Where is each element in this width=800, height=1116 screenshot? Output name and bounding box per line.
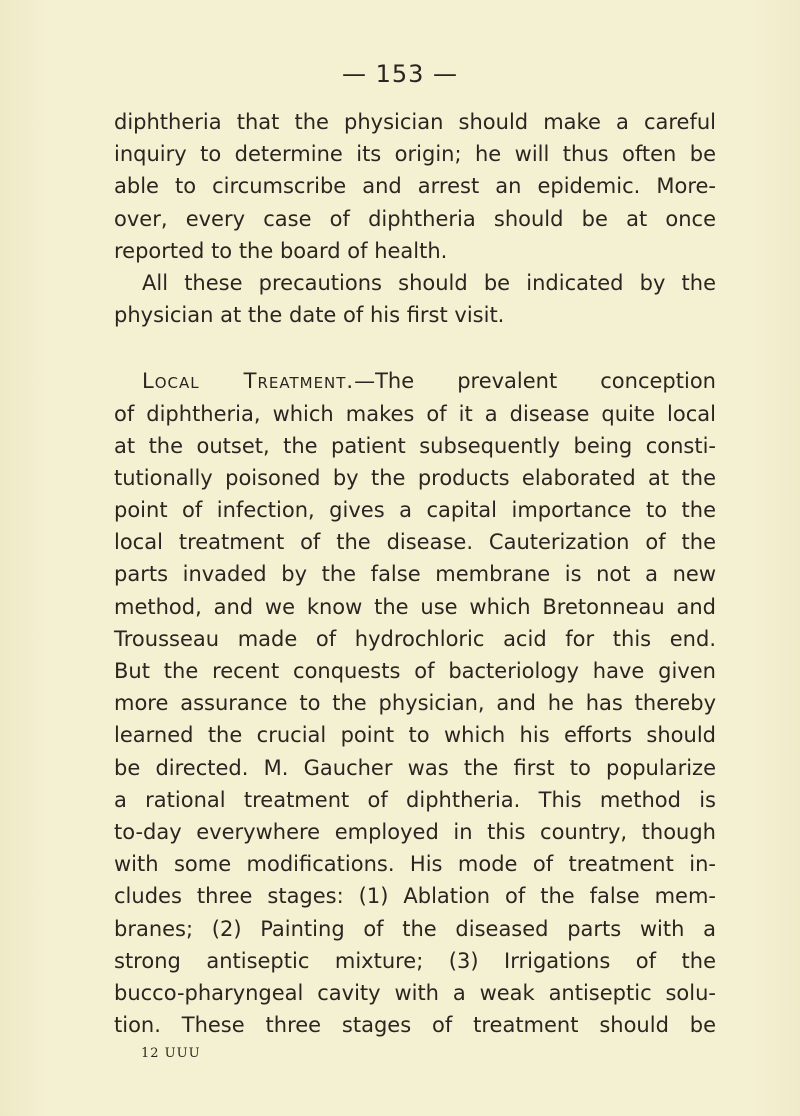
text-line: But the recent conquests of bacteriology have given bbox=[114, 659, 716, 683]
text-line: strong antiseptic mixture; (3) Irrigations of the bbox=[114, 948, 716, 973]
section-heading-rest: —The prevalent conception bbox=[354, 369, 716, 394]
text-line: Trousseau made of hydrochloric acid for this end. bbox=[114, 626, 716, 651]
text-line: point of infection, gives a capital importance to the bbox=[114, 498, 716, 523]
text-line: parts invaded by the false membrane is not a new bbox=[114, 562, 716, 587]
text-line: All these precautions should be indicated by the bbox=[142, 270, 716, 295]
printer-signature: 12 UUU bbox=[141, 1046, 201, 1061]
text-line: local treatment of the disease. Cauterization of the bbox=[114, 530, 716, 555]
text-line: bucco-pharyngeal cavity with a weak antiseptic solu- bbox=[114, 980, 716, 1005]
text-line: over, every case of diphtheria should be at once bbox=[114, 206, 716, 231]
page-number: — 153 — bbox=[341, 60, 459, 88]
text-line: branes; (2) Painting of the diseased parts with a bbox=[114, 916, 716, 941]
text-line: be directed. M. Gaucher was the first to popularize bbox=[114, 755, 716, 780]
paragraph-gap bbox=[114, 331, 716, 365]
text-line: tion. These three stages of treatment should be bbox=[114, 1013, 716, 1038]
text-line: of diphtheria, which makes of it a disease quite local bbox=[114, 401, 716, 426]
section-heading: Local Treatment. bbox=[142, 369, 355, 394]
text-line: reported to the board of health. bbox=[114, 238, 448, 263]
text-line: more assurance to the physician, and he has thereby bbox=[114, 691, 716, 716]
body-text bbox=[114, 106, 716, 1041]
text-line: a rational treatment of diphtheria. This method is bbox=[114, 787, 716, 812]
text-line: method, and we know the use which Bretonneau and bbox=[114, 594, 716, 619]
text-line: learned the crucial point to which his efforts should bbox=[114, 723, 716, 748]
text-line: diphtheria that the physician should make a careful bbox=[114, 110, 716, 134]
text-line: able to circumscribe and arrest an epidemic. More- bbox=[114, 174, 716, 199]
section-heading-line bbox=[114, 365, 716, 397]
text-line: inquiry to determine its origin; he will thus often be bbox=[114, 142, 716, 167]
text-line: tutionally poisoned by the products elaborated at the bbox=[114, 465, 716, 490]
text-line: physician at the date of his first visit. bbox=[114, 303, 505, 328]
text-line: with some modifications. His mode of treatment in- bbox=[114, 852, 716, 877]
text-line: to-day everywhere employed in this country, though bbox=[114, 819, 716, 844]
text-line: at the outset, the patient subsequently being consti- bbox=[114, 433, 716, 458]
text-line: cludes three stages: (1) Ablation of the false mem- bbox=[114, 884, 716, 909]
